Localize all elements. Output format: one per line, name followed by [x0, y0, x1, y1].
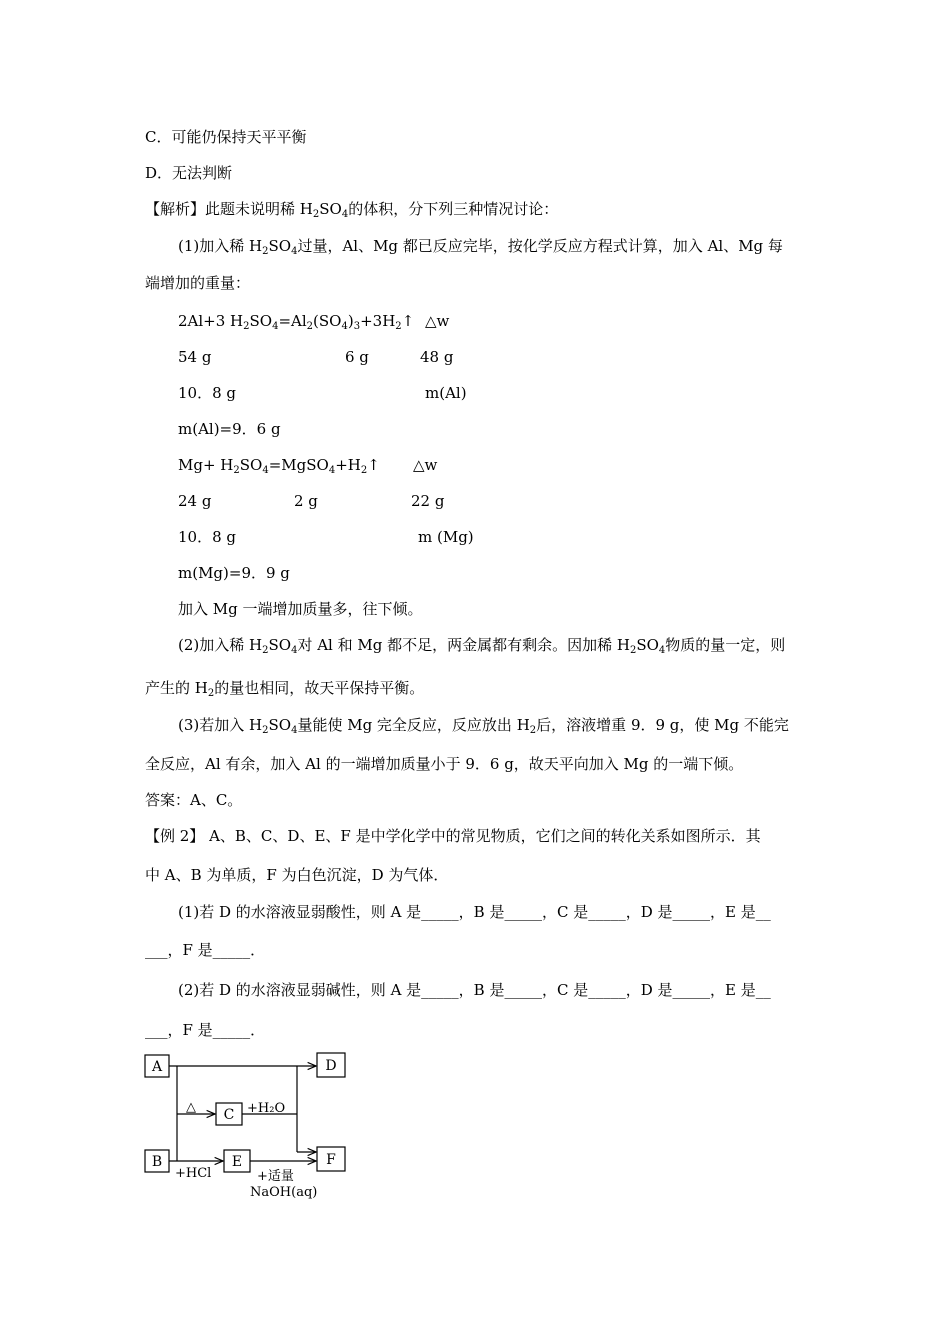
box-c-label: C [223, 1107, 235, 1123]
hcl-label: +HCl [175, 1166, 212, 1181]
mg-ratio-dw: 22 g [411, 492, 445, 510]
mg-equation: $Mg+ H_2SO_4=MgSO_4+H_2↑$ [178, 456, 380, 476]
analysis-intro: 【解析】此题未说明稀 $H_2SO_4$的体积，分下列三种情况讨论： [145, 200, 559, 220]
answer: 答案：A、C。 [145, 791, 243, 809]
mg-ratio-h2: 2 g [294, 492, 318, 510]
example-2-intro-cont: 中 A、B 为单质，F 为白色沉淀，D 为气体． [145, 866, 449, 884]
case-3: (3)若加入 $H_2SO_4$量能使 Mg 完全反应，反应放出 $H_2$后，溶液增重 9．9 g，使 Mg 不能完 [178, 716, 789, 736]
case-1-cont: 端增加的重量： [145, 274, 251, 292]
question-2-cont: ___，F 是_____． [145, 1021, 266, 1039]
water-label: +H₂O [247, 1101, 286, 1116]
case-2: (2)加入稀 $H_2SO_4$对 Al 和 Mg 都不足，两金属都有剩余。因加稀 $H_2SO_4$物质的量一定，则 [178, 636, 786, 656]
al-unknown: m(Al) [425, 384, 467, 402]
question-1: (1)若 D 的水溶液显弱酸性，则 A 是_____，B 是_____，C 是_____，D 是_____，E 是__ [178, 903, 771, 921]
option-c: C．可能仍保持天平平衡 [145, 128, 307, 146]
mg-unknown: m (Mg) [418, 528, 474, 546]
case-3-cont: 全反应，Al 有余，加入 Al 的一端增加质量小于 9．6 g，故天平向加入 Mg 的一端下倾。 [145, 755, 744, 773]
box-d-label: D [325, 1058, 337, 1074]
al-given-mass: 10．8 g [178, 384, 237, 402]
al-ratio-mass: 54 g [178, 348, 212, 366]
mg-given-mass: 10．8 g [178, 528, 237, 546]
example-2-intro: 【例 2】 A、B、C、D、E、F 是中学化学中的常见物质，它们之间的转化关系如图所示．其 [145, 827, 761, 845]
analysis-label: 【解析】 [145, 200, 206, 218]
al-result: m(Al)=9．6 g [178, 420, 281, 438]
mg-delta-w: △w [413, 456, 438, 474]
example-2-label: 【例 2】 [145, 827, 205, 845]
mg-result: m(Mg)=9．9 g [178, 564, 290, 582]
mg-ratio-mass: 24 g [178, 492, 212, 510]
option-d: D．无法判断 [145, 164, 233, 182]
excess-label: +适量 [257, 1169, 294, 1184]
al-delta-w: △w [425, 312, 450, 330]
al-ratio-h2: 6 g [345, 348, 369, 366]
heat-label: △ [186, 1100, 196, 1115]
mg-conclusion: 加入 Mg 一端增加质量多，往下倾。 [178, 600, 423, 618]
case-2-cont: 产生的 $H_2$的量也相同，故天平保持平衡。 [145, 679, 425, 699]
box-a-label: A [151, 1059, 163, 1075]
question-1-cont: ___，F 是_____． [145, 941, 266, 959]
box-e-label: E [231, 1154, 243, 1170]
box-f-label: F [326, 1152, 336, 1168]
al-ratio-dw: 48 g [420, 348, 454, 366]
box-b-label: B [151, 1154, 163, 1170]
question-2: (2)若 D 的水溶液显弱碱性，则 A 是_____，B 是_____，C 是_____，D 是_____，E 是__ [178, 981, 771, 999]
naoh-label: NaOH(aq) [250, 1185, 318, 1200]
case-1: (1)加入稀 $H_2SO_4$过量，Al、Mg 都已反应完毕，按化学反应方程式计算，加入 Al、Mg 每 [178, 237, 783, 257]
al-equation: 2Al+3 $H_2SO_4=Al_2(SO_4)_3+3H_2↑$ [178, 312, 415, 332]
